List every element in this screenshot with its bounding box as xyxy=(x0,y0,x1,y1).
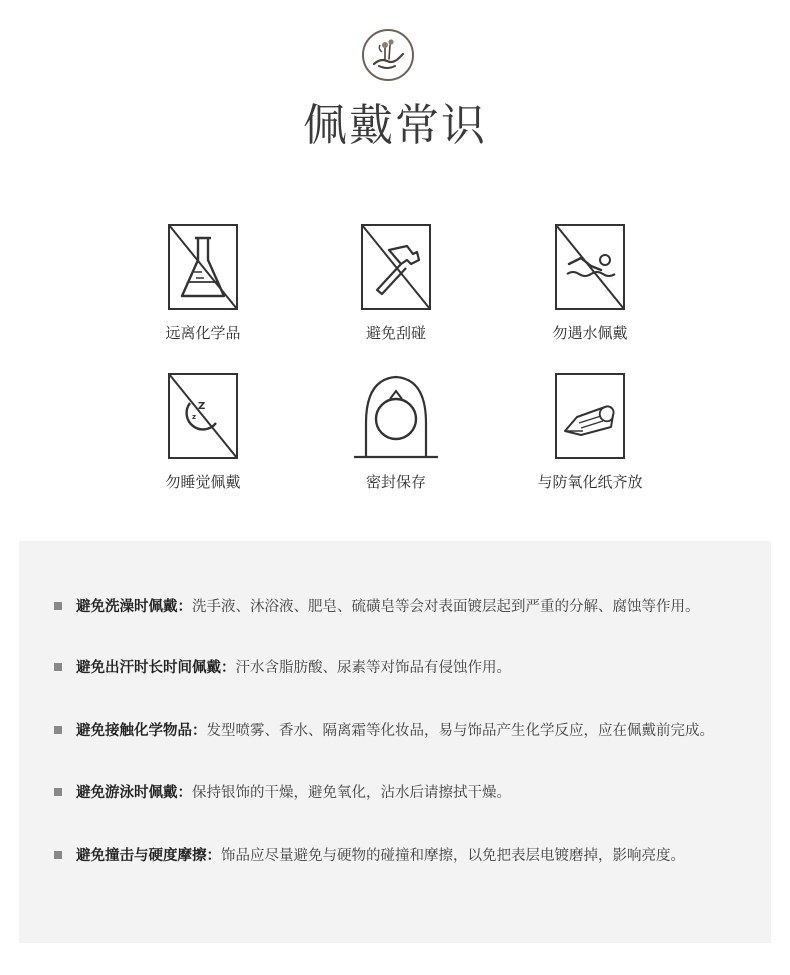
care-tips-panel xyxy=(19,541,771,943)
tip-body: 发型喷雾、香水、隔离霜等化妆品，易与饰品产生化学反应，应在佩戴前完成。 xyxy=(206,723,714,739)
hammer-icon xyxy=(361,224,431,310)
bullet-square-icon xyxy=(54,726,62,734)
svg-text:Z: Z xyxy=(198,401,206,412)
bullet-square-icon xyxy=(54,788,62,796)
icon-label: 勿睡觉佩戴 xyxy=(165,473,241,491)
tip-title: 避免接触化学物品： xyxy=(76,723,207,739)
tip-title: 避免洗澡时佩戴： xyxy=(76,599,192,615)
sleep-moon-icon xyxy=(168,373,238,459)
tip-title: 避免游泳时佩戴： xyxy=(76,785,192,801)
tip-body: 洗手液、沐浴液、肥皂、硫磺皂等会对表面镀层起到严重的分解、腐蚀等作用。 xyxy=(192,599,700,615)
icon-label: 与防氧化纸齐放 xyxy=(537,473,643,491)
tip-body: 汗水含脂肪酸、尿素等对饰品有侵蚀作用。 xyxy=(235,660,511,676)
bullet-square-icon xyxy=(54,851,62,859)
tip-body: 保持银饰的干燥，避免氧化，沾水后请擦拭干燥。 xyxy=(192,785,511,801)
icon-label: 勿遇水佩戴 xyxy=(552,324,628,342)
bullet-square-icon xyxy=(54,602,62,610)
icon-label: 避免刮碰 xyxy=(365,324,426,342)
bullet-square-icon xyxy=(54,663,62,671)
icon-label: 远离化学品 xyxy=(165,324,241,342)
tip-title: 避免出汗时长时间佩戴： xyxy=(76,660,236,676)
tip-body: 饰品应尽量避免与硬物的碰撞和摩擦，以免把表层电镀磨掉，影响亮度。 xyxy=(221,848,685,864)
paper-scroll-icon xyxy=(555,373,625,459)
page-title: 佩戴常识 xyxy=(303,100,487,151)
tip-item xyxy=(54,656,734,680)
tip-item xyxy=(54,844,734,868)
flask-icon xyxy=(168,224,238,310)
swimming-icon xyxy=(555,224,625,310)
tip-title: 避免撞击与硬度摩擦： xyxy=(76,848,221,864)
tip-item xyxy=(54,719,734,743)
svg-text:z: z xyxy=(192,413,197,421)
tip-item xyxy=(54,595,734,619)
icon-label: 密封保存 xyxy=(365,473,426,491)
sealed-ring-icon xyxy=(348,373,444,459)
tip-item xyxy=(54,781,734,805)
brand-logo-icon xyxy=(361,28,415,82)
